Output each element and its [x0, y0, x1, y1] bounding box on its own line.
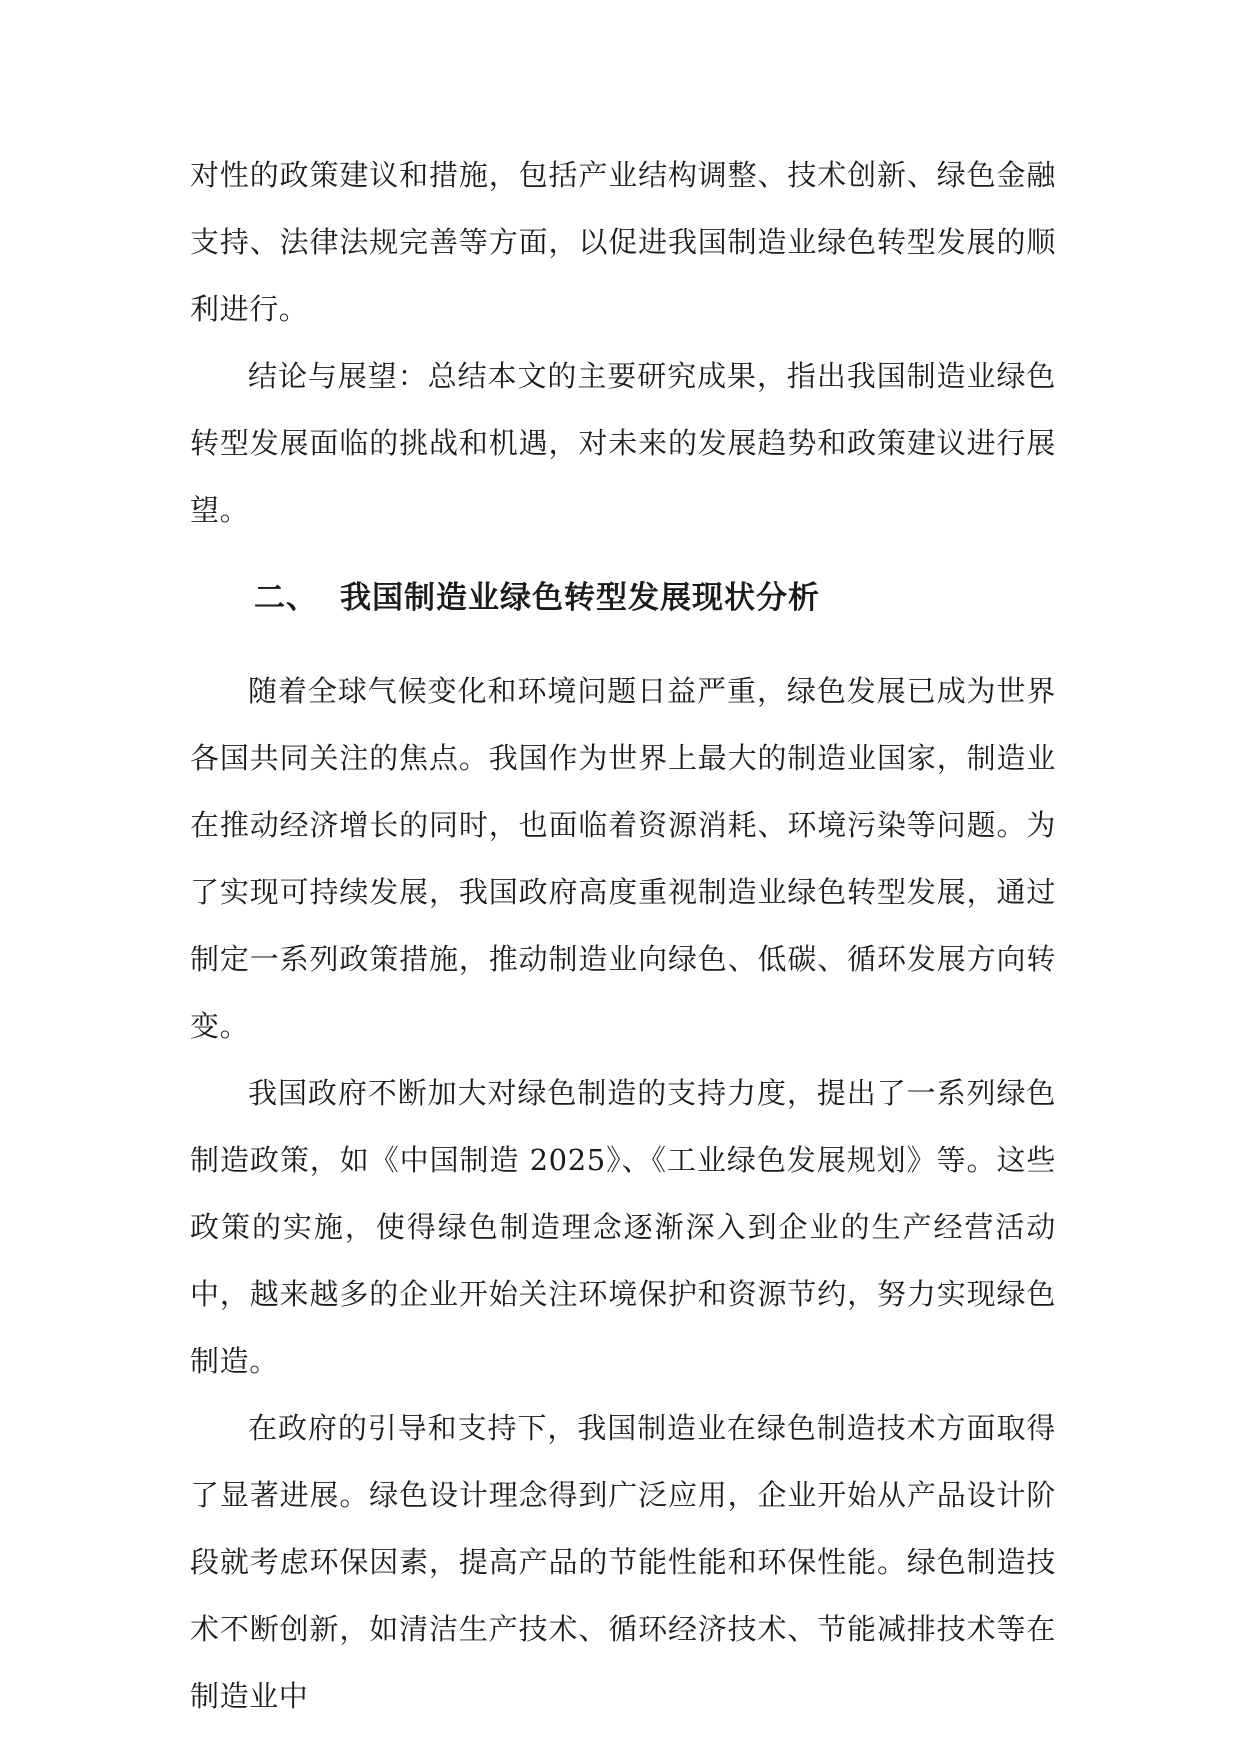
paragraph: 随着全球气候变化和环境问题日益严重，绿色发展已成为世界各国共同关注的焦点。我国作为世界上最大的制造业国家，制造业在推动经济增长的同时，也面临着资源消耗、环境污染等问题。为了实现可持续发展，我国政府高度重视制造业绿色转型发展，通过制定一系列政策措施，推动制造业向绿色、低碳、循环发展方向转变。 [190, 674, 1056, 1043]
document-body [190, 142, 1056, 1730]
paragraph: 在政府的引导和支持下，我国制造业在绿色制造技术方面取得了显著进展。绿色设计理念得到广泛应用，企业开始从产品设计阶段就考虑环保因素，提高产品的节能性能和环保性能。绿色制造技术不断创新，如清洁生产技术、循环经济技术、节能减排技术等在制造业中 [190, 1411, 1056, 1713]
section-title: 我国制造业绿色转型发展现状分析 [340, 580, 820, 616]
paragraph-continued: 对性的政策建议和措施，包括产业结构调整、技术创新、绿色金融支持、法律法规完善等方面，以促进我国制造业绿色转型发展的顺利进行。 [190, 158, 1056, 326]
section-number: 二、 [254, 580, 318, 616]
paragraph-conclusion: 结论与展望：总结本文的主要研究成果，指出我国制造业绿色转型发展面临的挑战和机遇，对未来的发展趋势和政策建议进行展望。 [190, 359, 1056, 527]
paragraph: 我国政府不断加大对绿色制造的支持力度，提出了一系列绿色制造政策，如《中国制造 2025》、《工业绿色发展规划》等。这些政策的实施，使得绿色制造理念逐渐深入到企业的生产经营活动中，越来越多的企业开始关注环境保护和资源节约，努力实现绿色制造。 [190, 1076, 1056, 1378]
section-heading [190, 578, 1056, 618]
